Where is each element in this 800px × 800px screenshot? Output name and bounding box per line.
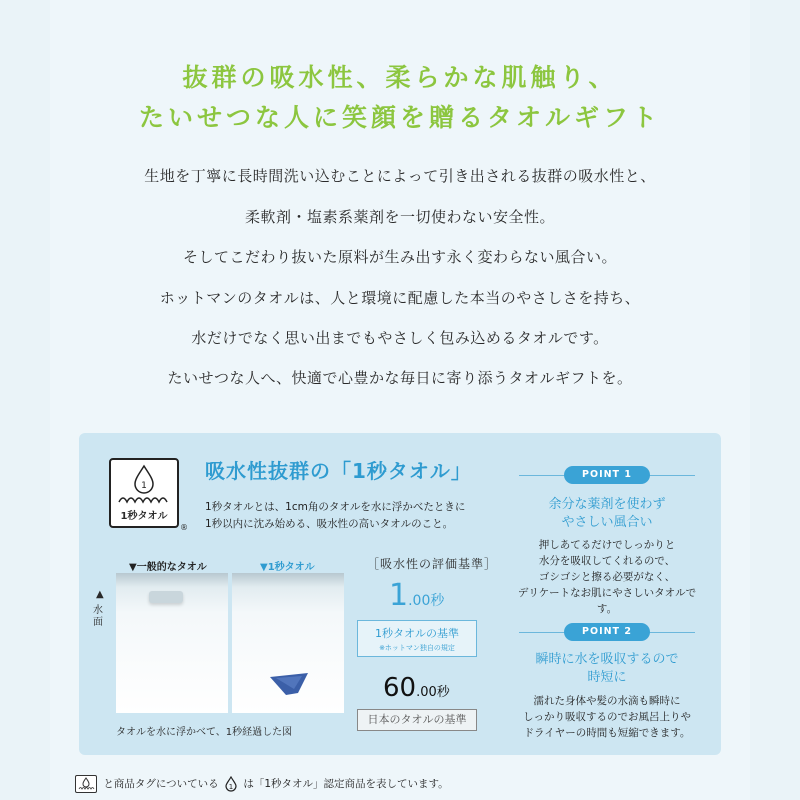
floating-towel	[149, 591, 183, 603]
photo-label-regular-towel: ▼一般的なタオル	[129, 562, 207, 573]
one-second-towel-panel	[79, 433, 721, 755]
svg-text:1: 1	[228, 783, 234, 791]
one-second-towel-photo	[232, 573, 344, 713]
water-drop-icon	[111, 462, 177, 510]
photo-caption: タオルを水に浮かべて、1秒経過した図	[116, 727, 293, 738]
point-2-description: 濡れた身体や髪の水滴も瞬時に しっかり吸収するのでお風呂上りや ドライヤーの時間も短縮できます。	[523, 695, 691, 739]
point-1-title: 余分な薬剤を使わず やさしい風合い	[548, 497, 666, 530]
water-surface-label: 水面	[93, 605, 103, 628]
point-2-title: 瞬時に水を吸収するので 時短に	[535, 652, 679, 685]
svg-text:1: 1	[141, 481, 147, 491]
point-1-description: 押しあてるだけでしっかりと 水分を吸収してくれるので、 ゴシゴシと擦る必要がなく、 デリケートなお肌にやさしいタオルです。	[517, 539, 697, 615]
sinking-towel	[268, 671, 312, 697]
body-line: そしてこだわり抜いた原料が生み出す永く変わらない風合い。	[182, 248, 617, 266]
logo-text: 1秒タオル	[120, 511, 168, 522]
headline-line-2: たいせつな人に笑顔を贈るタオルギフト	[138, 103, 661, 132]
criteria-1-value: 1.00秒	[389, 578, 445, 613]
regular-towel-photo	[116, 573, 228, 713]
point-1-badge: POINT 1	[564, 466, 650, 484]
photo-label-one-second-towel: ▼1秒タオル	[260, 562, 315, 573]
towel-tag-icon	[75, 775, 97, 793]
criteria-2-box: 日本のタオルの基準	[357, 709, 477, 731]
water-drop-icon	[224, 776, 238, 792]
footnote-text-1: と商品タグについている	[103, 778, 219, 790]
footnote-text-2: は「1秒タオル」認定商品を表しています。	[243, 778, 449, 790]
footnote	[75, 775, 449, 793]
body-line: ホットマンのタオルは、人と環境に配慮した本当のやさしさを持ち、	[159, 289, 641, 307]
panel-description: 1秒タオルとは、1cm角のタオルを水に浮かべたときに 1秒以内に沈み始める、吸水性の高いタオルのこと。	[205, 501, 466, 530]
arrow-up-icon: ▲	[96, 589, 104, 600]
body-line: たいせつな人へ、快適で心豊かな毎日に寄り添うタオルギフトを。	[167, 369, 633, 387]
registered-mark: ®	[180, 523, 188, 532]
point-2-badge: POINT 2	[564, 623, 650, 641]
one-second-towel-logo	[109, 458, 179, 528]
headline-line-1: 抜群の吸水性、柔らかな肌触り、	[182, 63, 618, 92]
body-line: 生地を丁寧に長時間洗い込むことによって引き出される抜群の吸水性と、	[144, 167, 656, 185]
criteria-1-box: 1秒タオルの基準 ※ホットマン独自の規定	[357, 620, 477, 657]
criteria-heading: ［吸水性の評価基準］	[367, 557, 498, 571]
criteria-2-value: 60.00秒	[383, 673, 450, 703]
panel-title: 吸水性抜群の「1秒タオル」	[205, 459, 472, 483]
body-line: 水だけでなく思い出までもやさしく包み込めるタオルです。	[191, 329, 609, 347]
body-line: 柔軟剤・塩素系薬剤を一切使わない安全性。	[244, 208, 555, 226]
